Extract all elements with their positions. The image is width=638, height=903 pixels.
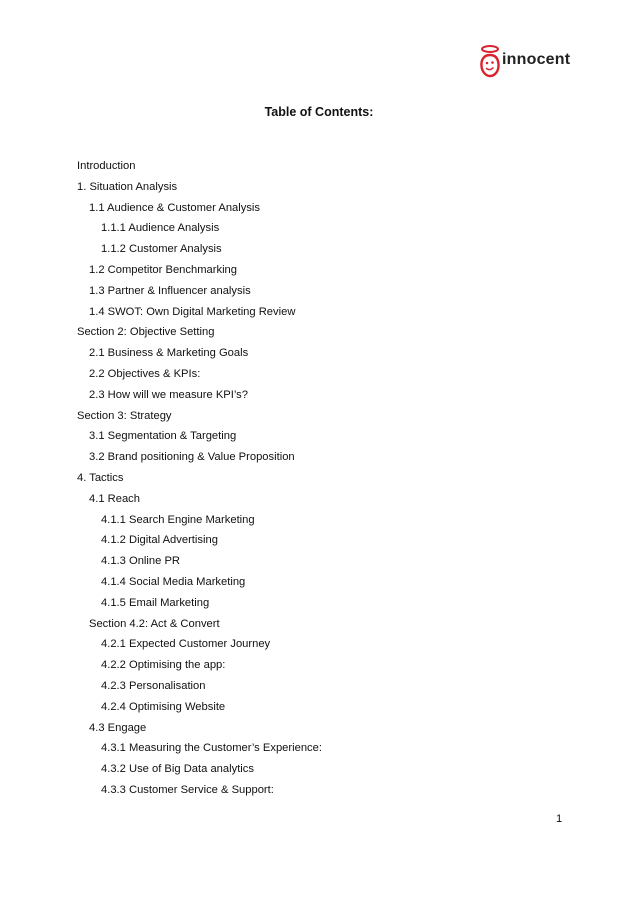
toc-entry: Section 3: Strategy (77, 409, 172, 422)
toc-entry: 4.3 Engage (89, 721, 147, 734)
toc-entry: 4.2.3 Personalisation (101, 679, 206, 692)
toc-entry: Introduction (77, 160, 136, 172)
toc-entry: Section 4.2: Act & Convert (89, 617, 220, 630)
toc-entry: 2.3 How will we measure KPI’s? (89, 388, 248, 401)
page-number: 1 (556, 813, 563, 825)
toc-entry: 1.1.2 Customer Analysis (101, 243, 222, 256)
innocent-face-logo-icon (478, 44, 502, 80)
toc-entry: 4.2.4 Optimising Website (101, 700, 226, 713)
page-title: Table of Contents: (264, 105, 374, 119)
toc-entry: 4.2.1 Expected Customer Journey (101, 638, 271, 651)
toc-entry: 4.1.5 Email Marketing (101, 596, 210, 609)
toc-entry: 3.1 Segmentation & Targeting (89, 430, 237, 443)
toc-entry: 2.1 Business & Marketing Goals (89, 347, 249, 360)
toc-entry: 4.1.1 Search Engine Marketing (101, 513, 255, 526)
toc-entry: 1.1 Audience & Customer Analysis (89, 201, 261, 214)
toc-entry: 4.1.3 Online PR (101, 555, 180, 568)
toc-entry: 4. Tactics (77, 471, 124, 484)
innocent-logo (478, 44, 574, 80)
toc-entry: 1.4 SWOT: Own Digital Marketing Review (89, 305, 296, 318)
table-of-contents (77, 158, 322, 803)
toc-entry: 4.2.2 Optimising the app: (101, 659, 226, 672)
toc-entry: 1. Situation Analysis (77, 180, 178, 193)
toc-entry: 3.2 Brand positioning & Value Proposition (89, 451, 295, 464)
toc-entry: Section 2: Objective Setting (77, 326, 215, 339)
toc-entry: 1.3 Partner & Influencer analysis (89, 284, 251, 297)
toc-entry: 1.2 Competitor Benchmarking (89, 263, 237, 276)
toc-entry: 2.2 Objectives & KPIs: (89, 367, 201, 380)
logo-wordmark: innocent (502, 51, 571, 68)
toc-entry: 1.1.1 Audience Analysis (101, 222, 220, 235)
toc-entry: 4.1.4 Social Media Marketing (101, 575, 246, 588)
toc-entry: 4.1.2 Digital Advertising (101, 534, 218, 547)
toc-entry: 4.3.1 Measuring the Customer’s Experience: (101, 742, 322, 755)
toc-entry: 4.3.2 Use of Big Data analytics (101, 763, 254, 776)
toc-entry: 4.3.3 Customer Service & Support: (101, 783, 274, 796)
toc-entry: 4.1 Reach (89, 492, 140, 505)
